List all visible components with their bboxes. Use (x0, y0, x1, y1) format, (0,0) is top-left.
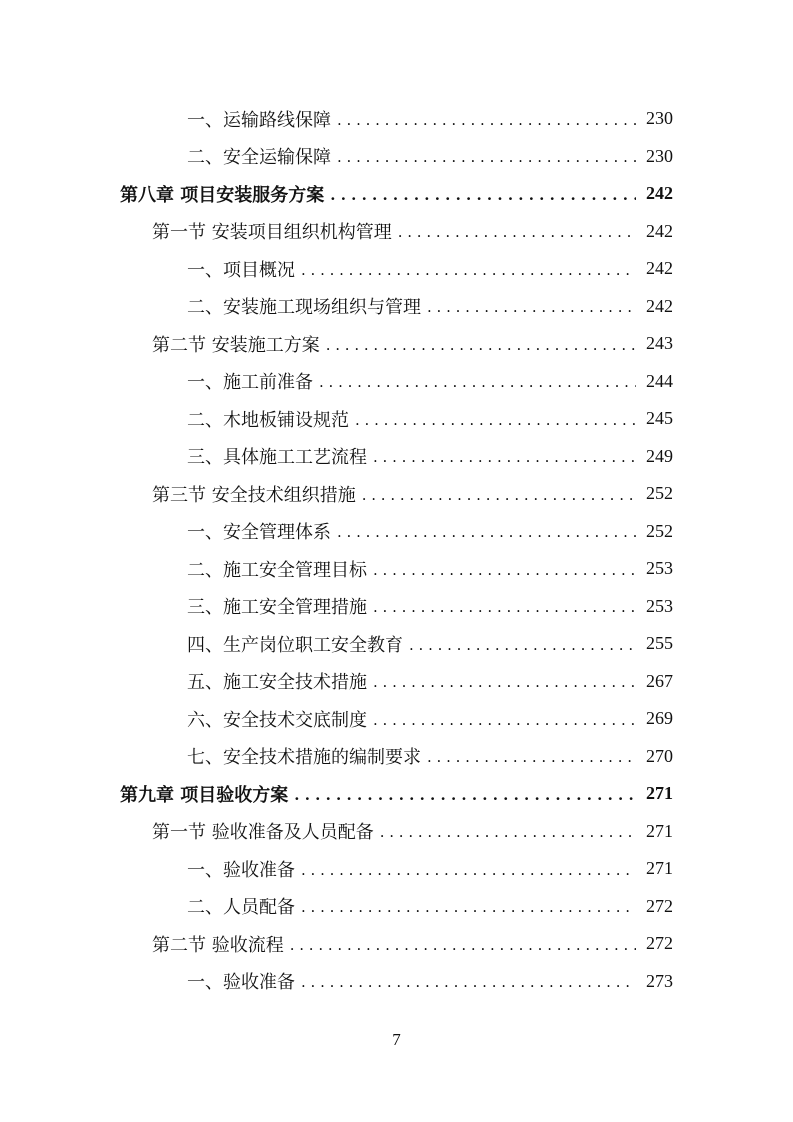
toc-entry-page: 230 (646, 108, 673, 129)
toc-entry-label: 二、木地板铺设规范 (187, 409, 349, 431)
toc-entry-label: 一、验收准备 (187, 972, 295, 994)
toc-entry-label: 第一节 验收准备及人员配备 (152, 822, 374, 844)
dot-leader (294, 786, 636, 804)
toc-entry-label: 六、安全技术交底制度 (187, 709, 367, 731)
toc-entry-page: 230 (646, 145, 673, 166)
dot-leader (373, 561, 636, 579)
toc-entry-label: 一、运输路线保障 (187, 109, 331, 131)
toc-entry-label: 二、施工安全管理目标 (187, 559, 367, 581)
toc-entry-page: 253 (646, 558, 673, 579)
toc-entry[interactable] (0, 250, 793, 288)
toc-entry[interactable] (0, 738, 793, 776)
dot-leader (427, 748, 636, 766)
toc-entry-page: 255 (646, 633, 673, 654)
toc-chapter-entry[interactable] (0, 775, 793, 813)
toc-entry-page: 273 (646, 970, 673, 991)
dot-leader (427, 298, 636, 316)
toc-entry[interactable] (0, 288, 793, 326)
dot-leader (301, 973, 636, 991)
toc-entry-label: 第一节 安装项目组织机构管理 (152, 222, 392, 244)
toc-entry[interactable] (0, 850, 793, 888)
toc-entry[interactable] (0, 588, 793, 626)
toc-entry-label: 一、验收准备 (187, 859, 295, 881)
toc-entry-page: 270 (646, 745, 673, 766)
dot-leader (301, 898, 636, 916)
table-of-contents (0, 100, 793, 1000)
toc-entry-label: 第九章 项目验收方案 (120, 784, 289, 806)
toc-entry-label: 二、人员配备 (187, 897, 295, 919)
toc-entry-page: 244 (646, 370, 673, 391)
toc-entry-page: 271 (646, 783, 673, 804)
dot-leader (330, 186, 636, 204)
toc-entry[interactable] (0, 888, 793, 926)
toc-entry-page: 272 (646, 895, 673, 916)
toc-entry-page: 242 (646, 220, 673, 241)
toc-entry-label: 一、安全管理体系 (187, 522, 331, 544)
dot-leader (337, 523, 636, 541)
dot-leader (409, 636, 636, 654)
toc-section-entry[interactable] (0, 813, 793, 851)
toc-entry-label: 四、生产岗位职工安全教育 (187, 634, 403, 656)
dot-leader (337, 148, 636, 166)
dot-leader (290, 936, 636, 954)
toc-entry-label: 二、安全运输保障 (187, 147, 331, 169)
toc-entry-page: 267 (646, 670, 673, 691)
toc-entry-label: 第三节 安全技术组织措施 (152, 484, 356, 506)
toc-entry-page: 272 (646, 933, 673, 954)
toc-entry-label: 一、项目概况 (187, 259, 295, 281)
toc-entry[interactable] (0, 438, 793, 476)
toc-entry-page: 271 (646, 820, 673, 841)
toc-entry-page: 242 (646, 295, 673, 316)
toc-entry-page: 245 (646, 408, 673, 429)
toc-section-entry[interactable] (0, 213, 793, 251)
dot-leader (326, 336, 636, 354)
toc-entry-page: 253 (646, 595, 673, 616)
toc-entry-label: 三、施工安全管理措施 (187, 597, 367, 619)
toc-entry[interactable] (0, 550, 793, 588)
dot-leader (398, 223, 636, 241)
toc-entry-label: 第二节 安装施工方案 (152, 334, 320, 356)
dot-leader (362, 486, 636, 504)
toc-entry-label: 三、具体施工工艺流程 (187, 447, 367, 469)
dot-leader (373, 448, 636, 466)
toc-entry[interactable] (0, 100, 793, 138)
toc-entry[interactable] (0, 513, 793, 551)
toc-entry[interactable] (0, 138, 793, 176)
toc-section-entry[interactable] (0, 925, 793, 963)
dot-leader (301, 861, 636, 879)
toc-section-entry[interactable] (0, 475, 793, 513)
toc-entry[interactable] (0, 700, 793, 738)
toc-entry-page: 252 (646, 483, 673, 504)
toc-entry-page: 249 (646, 445, 673, 466)
page-number: 7 (392, 1030, 401, 1049)
toc-entry-label: 二、安装施工现场组织与管理 (187, 297, 421, 319)
dot-leader (319, 373, 636, 391)
toc-entry-label: 一、施工前准备 (187, 372, 313, 394)
dot-leader (301, 261, 636, 279)
toc-chapter-entry[interactable] (0, 175, 793, 213)
toc-entry-label: 第八章 项目安装服务方案 (120, 184, 325, 206)
toc-entry-page: 269 (646, 708, 673, 729)
toc-entry-page: 271 (646, 858, 673, 879)
toc-entry[interactable] (0, 963, 793, 1001)
dot-leader (373, 598, 636, 616)
toc-entry[interactable] (0, 400, 793, 438)
toc-entry-label: 七、安全技术措施的编制要求 (187, 747, 421, 769)
toc-entry-page: 252 (646, 520, 673, 541)
dot-leader (355, 411, 636, 429)
toc-entry[interactable] (0, 663, 793, 701)
toc-section-entry[interactable] (0, 325, 793, 363)
toc-entry[interactable] (0, 625, 793, 663)
dot-leader (337, 111, 636, 129)
toc-entry-label: 第二节 验收流程 (152, 934, 284, 956)
toc-entry-page: 243 (646, 333, 673, 354)
toc-entry-page: 242 (646, 183, 673, 204)
dot-leader (373, 673, 636, 691)
dot-leader (380, 823, 636, 841)
dot-leader (373, 711, 636, 729)
toc-entry-page: 242 (646, 258, 673, 279)
toc-entry-label: 五、施工安全技术措施 (187, 672, 367, 694)
toc-entry[interactable] (0, 363, 793, 401)
